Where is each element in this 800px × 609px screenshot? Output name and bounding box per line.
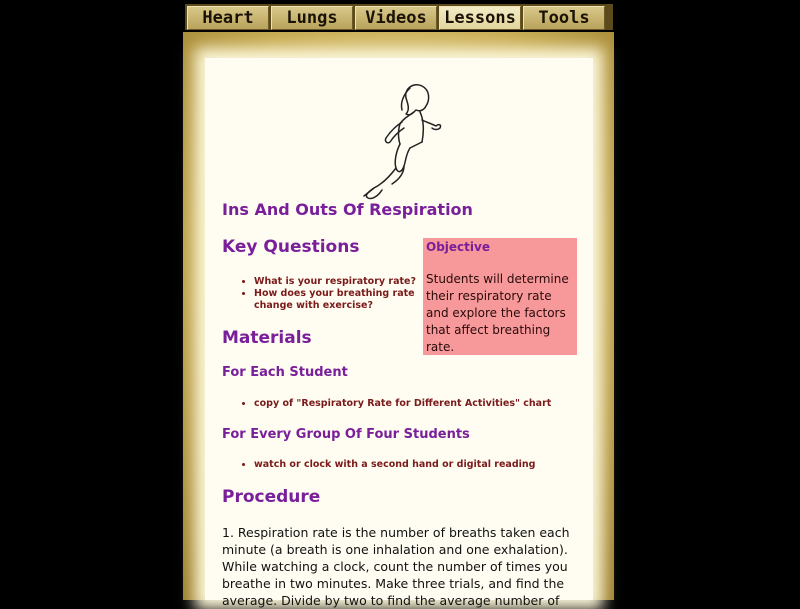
objective-text: Students will determine their respiratory rate and explore the factors that affect breathing rate. [426, 272, 569, 354]
list-item: • watch or clock with a second hand or digital reading [254, 459, 594, 471]
tab-tools[interactable]: Tools [523, 6, 605, 30]
key-questions-heading: Key Questions [222, 237, 360, 257]
procedure-heading: Procedure [222, 487, 321, 507]
tab-videos[interactable]: Videos [355, 6, 437, 30]
list-item: • What is your respiratory rate? [254, 276, 432, 288]
objective-box [423, 238, 577, 355]
tab-lessons[interactable]: Lessons [439, 6, 521, 30]
list-item: • copy of "Respiratory Rate for Different Activities" chart [254, 398, 594, 410]
for-group-heading: For Every Group Of Four Students [222, 427, 470, 442]
objective-label: Objective [426, 240, 490, 254]
key-questions-list [238, 276, 432, 312]
tab-lungs[interactable]: Lungs [271, 6, 353, 30]
lesson-title: Ins And Outs Of Respiration [222, 200, 473, 219]
materials-heading: Materials [222, 328, 312, 348]
for-each-student-list [238, 398, 594, 410]
top-nav [185, 4, 613, 30]
running-person-illustration [354, 80, 444, 202]
list-item: • How does your breathing rate change with exercise? [254, 288, 432, 312]
for-each-student-heading: For Each Student [222, 365, 348, 380]
procedure-text: 1. Respiration rate is the number of breaths taken each minute (a breath is one inhalation and one exhalation). While watching a clock, count the number of times you breathe in two minutes. Make three trials, and find the average. Divide by two to find the average number of [222, 525, 570, 608]
for-group-list [238, 459, 594, 471]
tab-heart[interactable]: Heart [187, 6, 269, 30]
